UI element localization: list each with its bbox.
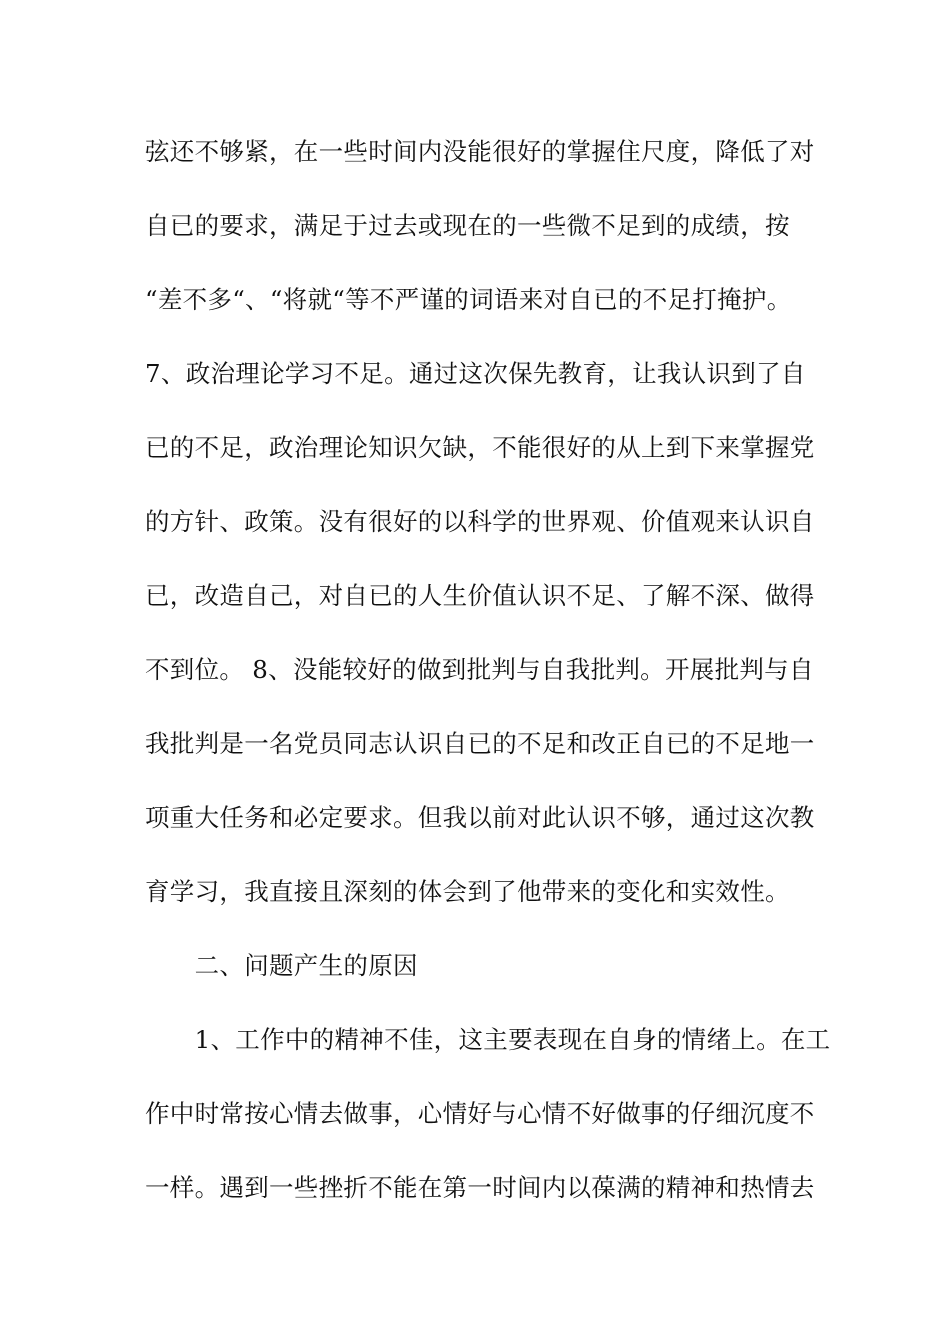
text-line: 项重大任务和必定要求。但我以前对此认识不够，通过这次教 [145,803,815,832]
text-line: 7、政治理论学习不足。通过这次保先教育，让我认识到了自 [145,359,806,388]
text-line: 自已的要求，满足于过去或现在的一些微不足到的成绩，按 [145,211,790,240]
text-line: 1、工作中的精神不佳，这主要表现在自身的情绪上。在工 [145,1025,831,1054]
text-line: 已的不足，政治理论知识欠缺，不能很好的从上到下来掌握党 [145,433,815,462]
text-line: 我批判是一名党员同志认识自已的不足和改正自已的不足地一 [145,729,815,758]
text-line: 作中时常按心情去做事，心情好与心情不好做事的仔细沉度不 [145,1099,815,1128]
text-line: 已，改造自己，对自已的人生价值认识不足、了解不深、做得 [145,581,815,610]
text-line: 弦还不够紧，在一些时间内没能很好的掌握住尺度，降低了对 [145,137,815,166]
text-line: 不到位。 8、没能较好的做到批判与自我批判。开展批判与自 [145,655,814,684]
text-line: 一样。遇到一些挫折不能在第一时间内以葆满的精神和热情去 [145,1173,815,1202]
section-heading: 二、问题产生的原因 [145,951,418,980]
text-line: 的方针、政策。没有很好的以科学的世界观、价值观来认识自 [145,507,815,536]
text-line: “差不多“、“将就“等不严谨的词语来对自已的不足打掩护。 [145,285,792,314]
text-line: 育学习，我直接且深刻的体会到了他带来的变化和实效性。 [145,877,790,906]
